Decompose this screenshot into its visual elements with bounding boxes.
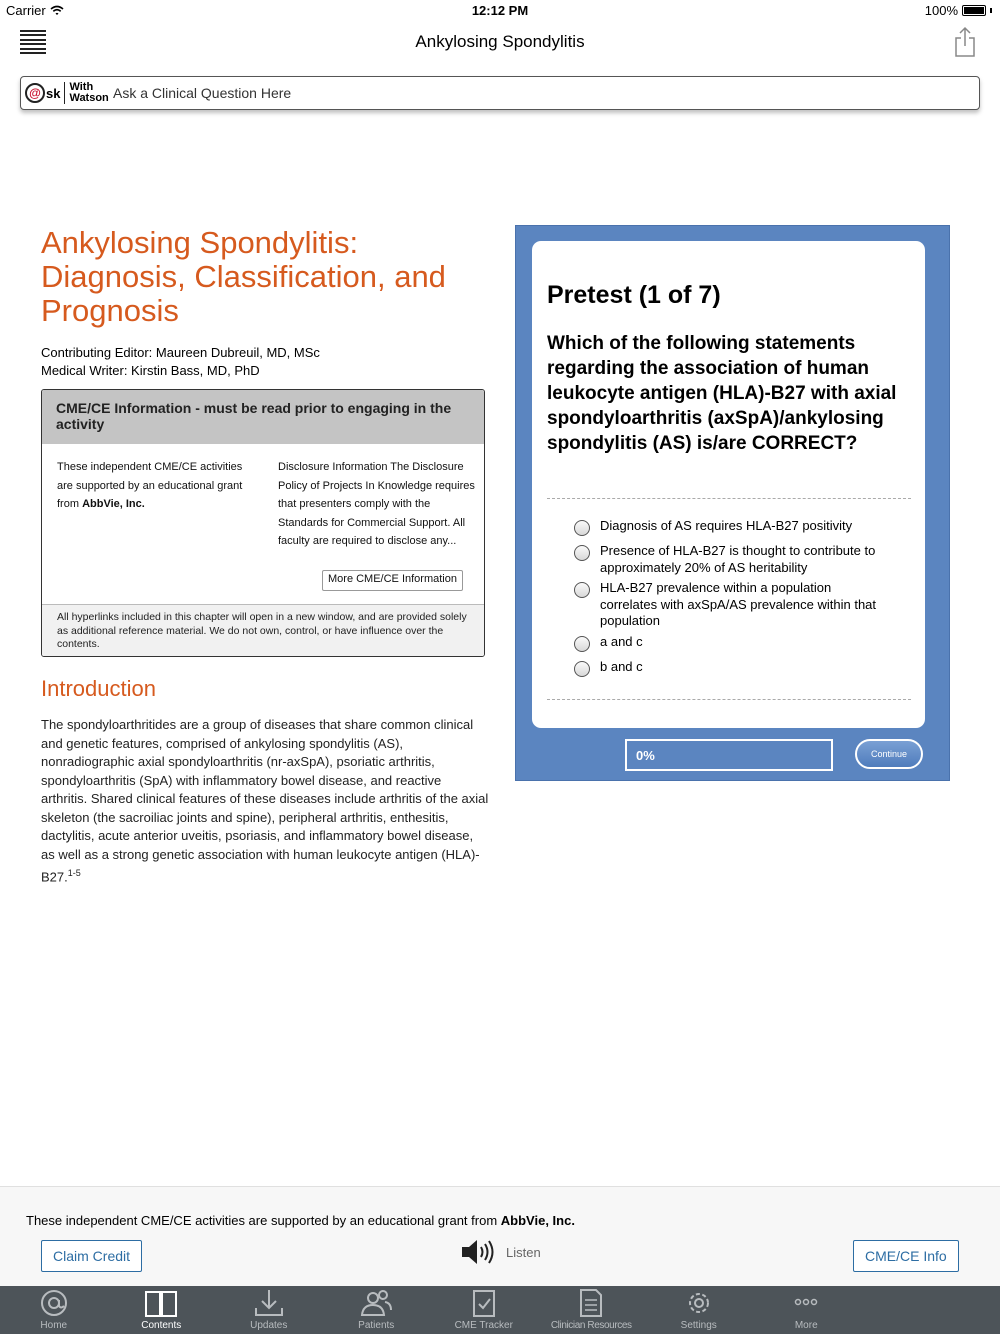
radio-button[interactable]	[574, 636, 590, 652]
status-time: 12:12 PM	[471, 3, 529, 18]
answer-option[interactable]: HLA-B27 prevalence within a population correlates with axSpA/AS prevalence within that population	[574, 580, 890, 630]
hyperlink-notice: All hyperlinks included in this chapter will open in a new window, and are provided solely as additional reference material. We do not own, control, or have influence over the contents.	[42, 604, 484, 656]
battery-info	[925, 3, 992, 18]
tab-updates[interactable]: Updates	[215, 1286, 323, 1334]
pretest-panel	[515, 225, 950, 781]
cme-info-box	[41, 389, 485, 657]
page-title: Ankylosing Spondylitis	[415, 32, 585, 51]
ask-logo-sk: sk	[46, 85, 61, 101]
battery-percent: 100%	[924, 3, 958, 18]
radio-button[interactable]	[574, 545, 590, 561]
patients-icon	[359, 1288, 393, 1318]
radio-button[interactable]	[574, 661, 590, 677]
cme-ce-info-button[interactable]: CME/CE Info	[853, 1240, 959, 1272]
continue-button[interactable]: Continue	[855, 739, 923, 769]
more-cme-info-button[interactable]: More CME/CE Information	[322, 570, 463, 591]
tab-cme-tracker[interactable]: CME Tracker	[430, 1286, 538, 1334]
ask-watson-logo	[25, 81, 109, 105]
listen-label: Listen	[506, 1244, 541, 1260]
tab-clinician-resources[interactable]: Clinician Resources	[538, 1286, 646, 1334]
tab-settings[interactable]: Settings	[645, 1286, 753, 1334]
book-icon	[144, 1288, 178, 1318]
answer-option[interactable]: Presence of HLA-B27 is thought to contribute to approximately 20% of AS heritability	[574, 543, 890, 576]
tab-home[interactable]: Home	[0, 1286, 108, 1334]
download-icon	[252, 1288, 286, 1318]
speaker-icon	[460, 1237, 498, 1267]
claim-credit-button[interactable]: Claim Credit	[41, 1240, 142, 1272]
tab-more[interactable]: More	[753, 1286, 861, 1334]
ask-logo-with: With	[69, 81, 94, 93]
at-icon	[37, 1288, 71, 1318]
support-message: These independent CME/CE activities are supported by an educational grant from AbbVie, Inc.	[26, 1213, 575, 1228]
tab-patients[interactable]: Patients	[323, 1286, 431, 1334]
answer-option[interactable]: a and c	[574, 634, 890, 652]
radio-button[interactable]	[574, 520, 590, 536]
pretest-title: Pretest (1 of 7)	[547, 281, 721, 309]
article-credits	[41, 344, 320, 380]
reference-superscript[interactable]: 1-5	[67, 868, 81, 878]
status-bar	[0, 0, 1000, 22]
carrier-label: Carrier	[6, 3, 46, 18]
ask-watson-search	[20, 76, 980, 110]
document-icon	[574, 1288, 608, 1318]
cme-support-footer	[0, 1186, 1000, 1286]
cme-tracker-icon	[467, 1288, 501, 1318]
divider	[547, 498, 911, 499]
gear-icon	[682, 1288, 716, 1318]
section-heading-introduction: Introduction	[41, 676, 156, 701]
cme-info-heading: CME/CE Information - must be read prior to engaging in the activity	[42, 390, 484, 444]
tab-contents[interactable]: Contents	[108, 1286, 216, 1334]
article-title: Ankylosing Spondylitis: Diagnosis, Classification, and Prognosis	[41, 225, 446, 328]
disclosure-text: Disclosure Information The Disclosure Policy of Projects In Knowledge requires that presenters comply with the Standards for Commercial Support. All faculty are required to disclose any...	[278, 461, 475, 547]
pretest-card	[532, 241, 925, 728]
clinical-question-input[interactable]	[113, 82, 953, 104]
tab-bar	[0, 1286, 1000, 1334]
sponsor-name: AbbVie, Inc.	[82, 498, 145, 510]
share-icon[interactable]	[954, 26, 976, 58]
radio-button[interactable]	[574, 582, 590, 598]
cme-support-text: These independent CME/CE activities are supported by an educational grant from AbbVie, Inc.	[57, 461, 243, 510]
pretest-progress: 0%	[625, 739, 833, 771]
contributing-editor: Contributing Editor: Maureen Dubreuil, MD, MSc	[41, 345, 320, 360]
ask-logo-at: @	[25, 83, 45, 103]
battery-icon	[962, 5, 986, 16]
medical-writer: Medical Writer: Kirstin Bass, MD, PhD	[41, 363, 260, 378]
divider	[547, 699, 911, 700]
answer-option[interactable]: b and c	[574, 659, 890, 677]
introduction-paragraph: The spondyloarthritides are a group of diseases that share common clinical and genetic features, comprised of ankylosing spondylitis (AS), nonradiographic axial spondyloarthritis (nr-axSpA), psoriatic arthritis, spondyloarthritis (SpA) with inflammatory bowel disease, and reactive arthritis. Shared clinical features of these diseases include arthritis of the axial skeleton (the sacroiliac joints and spine), peripheral arthritis, enthesitis, dactylitis, acute anterior uveitis, psoriasis, and inflammatory bowel disease, as well as a strong genetic association with human leukocyte antigen (HLA)-B27.$^{1-5}$	[41, 717, 489, 885]
ellipsis-icon	[789, 1288, 823, 1318]
ask-logo-watson: Watson	[69, 92, 109, 104]
answer-option[interactable]: Diagnosis of AS requires HLA-B27 positivity	[574, 518, 890, 536]
nav-bar	[0, 22, 1000, 62]
pretest-question: Which of the following statements regarding the association of human leukocyte antigen (HLA)-B27 with axial spondyloarthritis (axSpA)/ankylosing spondylitis (AS) is/are CORRECT?	[547, 333, 897, 454]
listen-button[interactable]	[460, 1237, 541, 1267]
